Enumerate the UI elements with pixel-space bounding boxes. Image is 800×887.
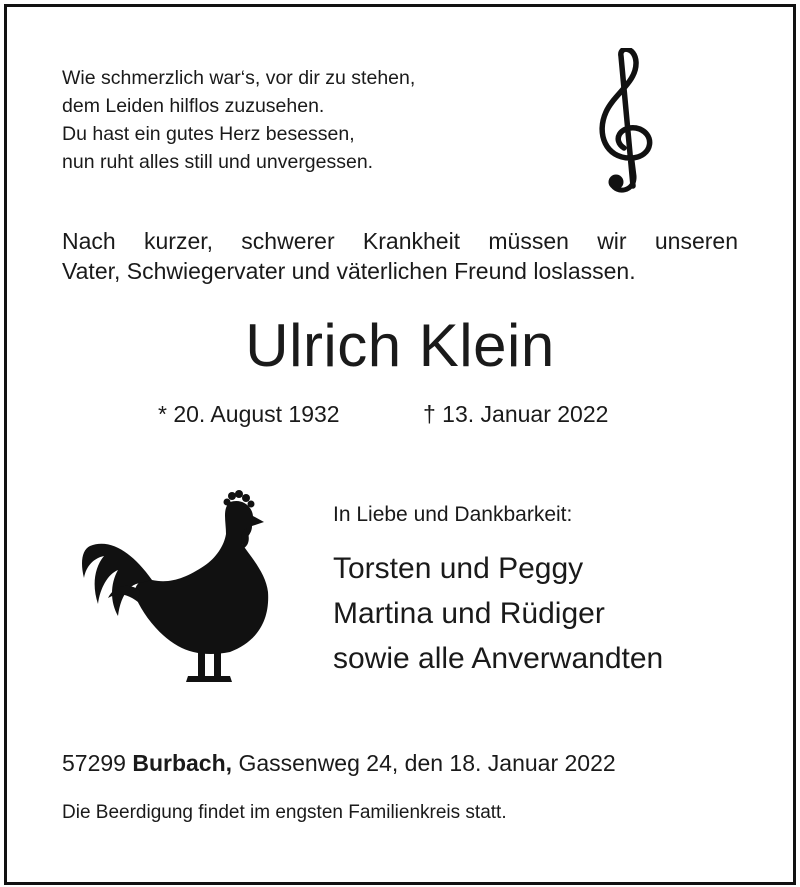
address-line [62,747,616,779]
poem-line: dem Leiden hilflos zuzusehen. [62,95,325,117]
poem-line: Wie schmerzlich war‘s, vor dir zu stehen, [62,67,416,89]
deceased-name: Ulrich Klein [245,312,555,379]
poem [62,64,415,176]
treble-clef-icon [588,48,666,198]
birth-date: * 20. August 1932 [158,401,340,427]
funeral-note: Die Beerdigung findet im engsten Familienkreis statt. [62,802,507,823]
address-rest: Gassenweg 24, den 18. Januar 2022 [238,750,616,776]
rooster-icon [80,486,272,686]
mourners-list [333,546,663,681]
intro-text [62,226,738,286]
death-date: † 13. Januar 2022 [423,401,609,427]
address-postcode: 57299 [62,750,126,776]
address-town: Burbach, [132,750,233,776]
dedication: In Liebe und Dankbarkeit: [333,503,573,526]
mourner-line: Martina und Rüdiger [333,597,605,630]
poem-line: Du hast ein gutes Herz besessen, [62,123,355,145]
intro-line: Nach kurzer, schwerer Krankheit müssen wir unseren [62,228,738,254]
intro-line: Vater, Schwiegervater und väterlichen Freund loslassen. [62,258,636,284]
poem-line: nun ruht alles still und unvergessen. [62,151,374,173]
mourner-line: Torsten und Peggy [333,552,584,585]
mourner-line: sowie alle Anverwandten [333,642,664,675]
